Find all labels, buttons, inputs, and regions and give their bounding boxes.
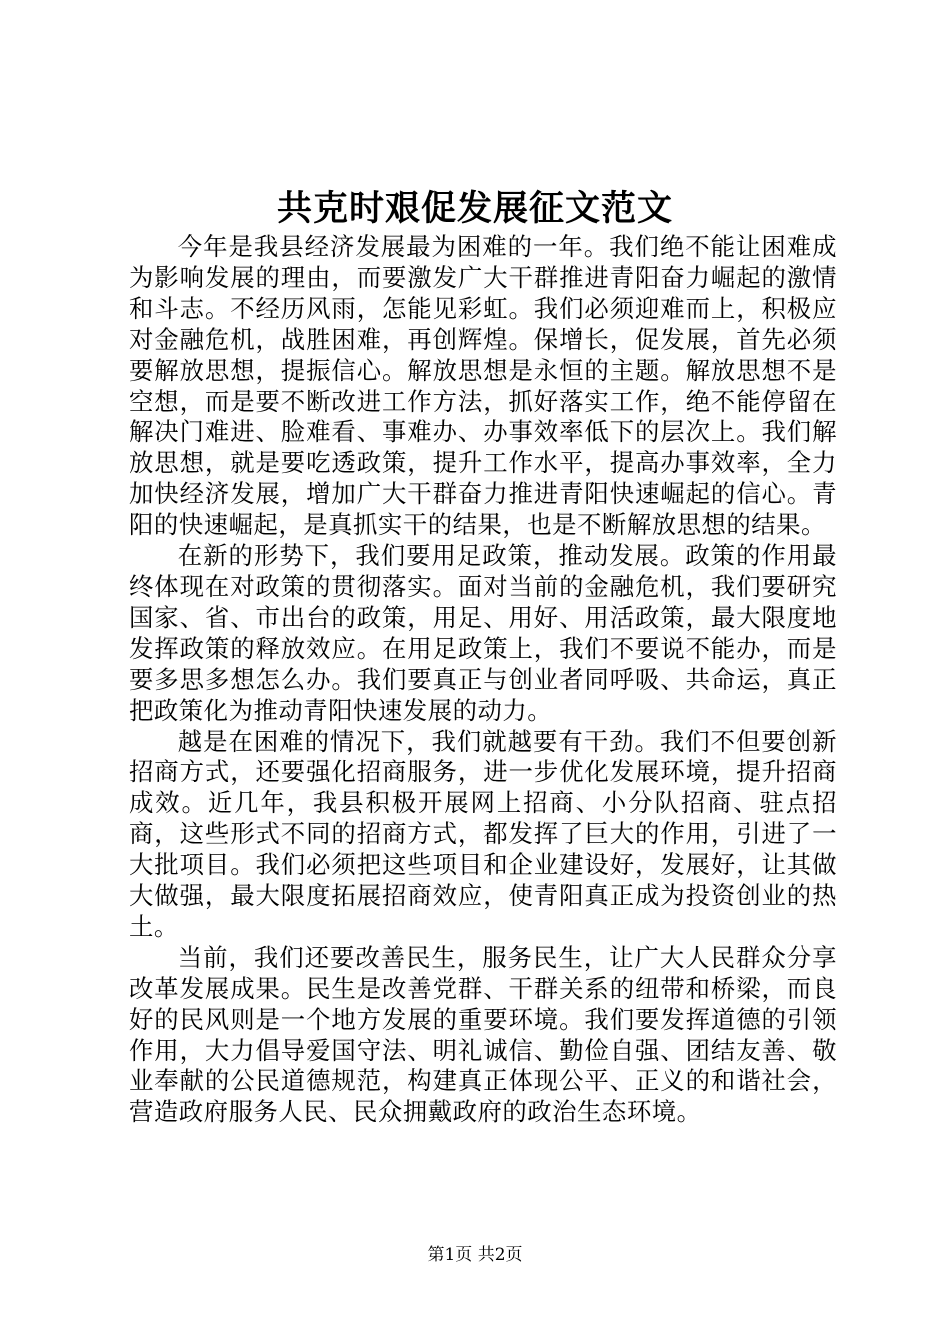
- paragraph-3: 越是在困难的情况下，我们就越要有干劲。我们不但要创新招商方式，还要强化招商服务，进一步优化发展环境，提升招商成效。近几年，我县积极开展网上招商、小分队招商、驻点招商，这些形式不同的招商方式，都发挥了巨大的作用，引进了一大批项目。我们必须把这些项目和企业建设好，发展好，让其做大做强，最大限度拓展招商效应，使青阳真正成为投资创业的热土。: [129, 726, 837, 941]
- document-body: [129, 232, 837, 1128]
- paragraph-4: 当前，我们还要改善民生，服务民生，让广大人民群众分享改革发展成果。民生是改善党群、干群关系的纽带和桥梁，而良好的民风则是一个地方发展的重要环境。我们要发挥道德的引领作用，大力倡导爱国守法、明礼诚信、勤俭自强、团结友善、敬业奉献的公民道德规范，构建真正体现公平、正义的和谐社会，营造政府服务人民、民众拥戴政府的政治生态环境。: [129, 942, 837, 1127]
- page-number-footer: 第1页 共2页: [427, 1245, 523, 1265]
- paragraph-1: 今年是我县经济发展最为困难的一年。我们绝不能让困难成为影响发展的理由，而要激发广大干群推进青阳奋力崛起的激情和斗志。不经历风雨，怎能见彩虹。我们必须迎难而上，积极应对金融危机，战胜困难，再创辉煌。保增长，促发展，首先必须要解放思想，提振信心。解放思想是永恒的主题。解放思想不是空想，而是要不断改进工作方法，抓好落实工作，绝不能停留在解决门难进、脸难看、事难办、办事效率低下的层次上。我们解放思想，就是要吃透政策，提升工作水平，提高办事效率，全力加快经济发展，增加广大干群奋力推进青阳快速崛起的信心。青阳的快速崛起，是真抓实干的结果，也是不断解放思想的结果。: [129, 232, 837, 540]
- document-title: 共克时艰促发展征文范文: [276, 188, 673, 229]
- paragraph-2: 在新的形势下，我们要用足政策，推动发展。政策的作用最终体现在对政策的贯彻落实。面对当前的金融危机，我们要研究国家、省、市出台的政策，用足、用好、用活政策，最大限度地发挥政策的释放效应。在用足政策上，我们不要说不能办，而是要多思多想怎么办。我们要真正与创业者同呼吸、共命运，真正把政策化为推动青阳快速发展的动力。: [129, 541, 837, 725]
